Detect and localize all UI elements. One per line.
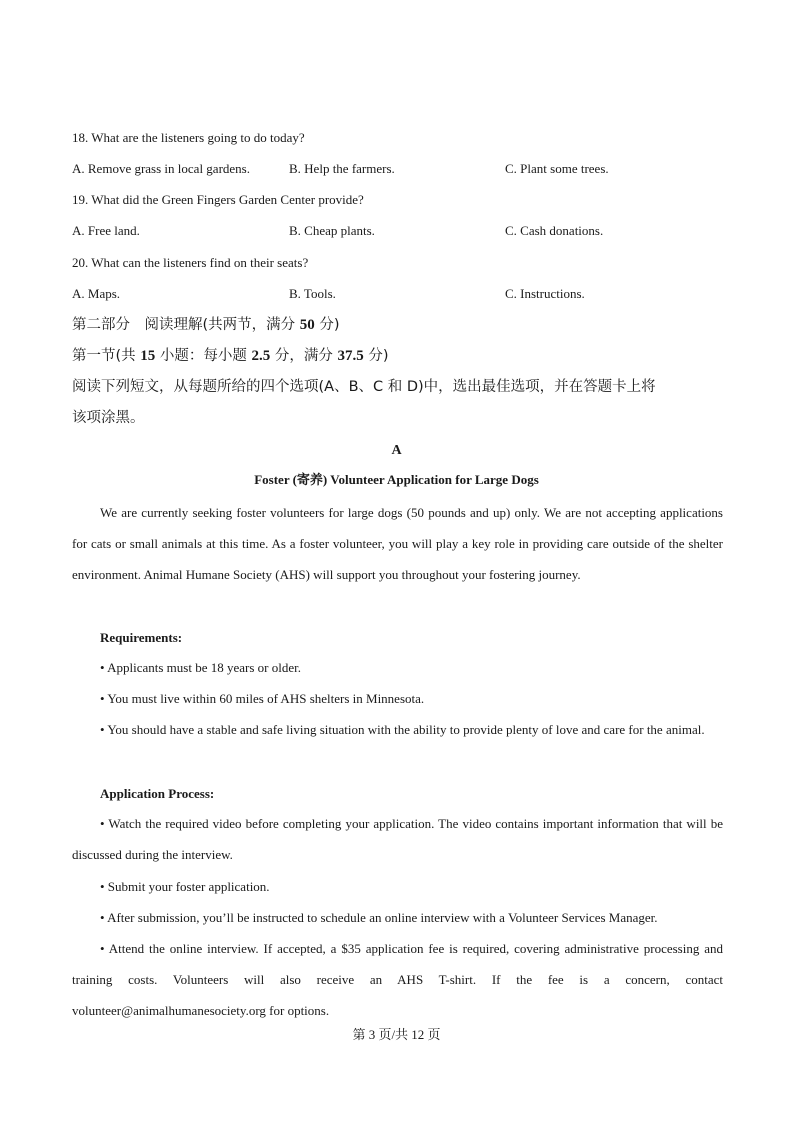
process-item: • Watch the required video before completing your application. The video contains important information that will be discussed during the interview. [72,816,723,862]
section-part2-heading: 第二部分 阅读理解(共两节，满分 50 分) [72,317,340,333]
q19-option-c: C. Cash donations. [505,223,604,238]
instructions-line-1: 阅读下列短文，从每题所给的四个选项(A、B、C 和 D)中，选出最佳选项，并在答题卡上将 [72,379,656,395]
process-heading: Application Process: [100,786,215,801]
question-20: 20. What can the listeners find on their seats? [72,255,309,270]
q18-option-a: A. Remove grass in local gardens. [72,161,250,176]
q19-option-a: A. Free land. [72,223,140,238]
requirement-item: • You must live within 60 miles of AHS shelters in Minnesota. [100,691,425,706]
page-number-footer: 第 3 页/共 12 页 [352,1027,441,1042]
passage-intro: We are currently seeking foster volunteers for large dogs (50 pounds and up) only. We are not accepting applications for cats or small animals at this time. As a foster volunteer, you will play a key role in providing care outside of the shelter environment. Animal Humane Society (AHS) will support you throughout your fostering journey. [72,505,723,582]
q20-option-b: B. Tools. [289,286,336,301]
process-item: • Submit your foster application. [100,879,270,894]
section-sub1-heading: 第一节(共 15 小题：每小题 2.5 分，满分 37.5 分) [72,348,389,364]
q19-option-b: B. Cheap plants. [289,223,375,238]
requirement-item: • You should have a stable and safe living situation with the ability to provide plenty of love and care for the animal. [100,722,705,737]
q18-option-b: B. Help the farmers. [289,161,395,176]
question-19: 19. What did the Green Fingers Garden Center provide? [72,192,364,207]
q18-option-c: C. Plant some trees. [505,161,609,176]
requirement-item: • Applicants must be 18 years or older. [100,660,301,675]
instructions-line-2: 该项涂黑。 [72,410,145,426]
passage-letter: A [391,443,402,458]
requirements-heading: Requirements: [100,630,183,645]
q20-option-a: A. Maps. [72,286,121,301]
process-item: • Attend the online interview. If accepted, a $35 application fee is required, covering administrative processing and training costs. Volunteers will also receive an AHS T-shirt. If the fee is a concern, contact volunteer@animalhumanesociety.org for options. [72,941,723,1018]
question-18: 18. What are the listeners going to do today? [72,130,305,145]
process-item: • After submission, you’ll be instructed to schedule an online interview with a Volunteer Services Manager. [100,910,658,925]
q20-option-c: C. Instructions. [505,286,585,301]
passage-title: Foster (寄养) Volunteer Application for Large Dogs [254,472,539,487]
